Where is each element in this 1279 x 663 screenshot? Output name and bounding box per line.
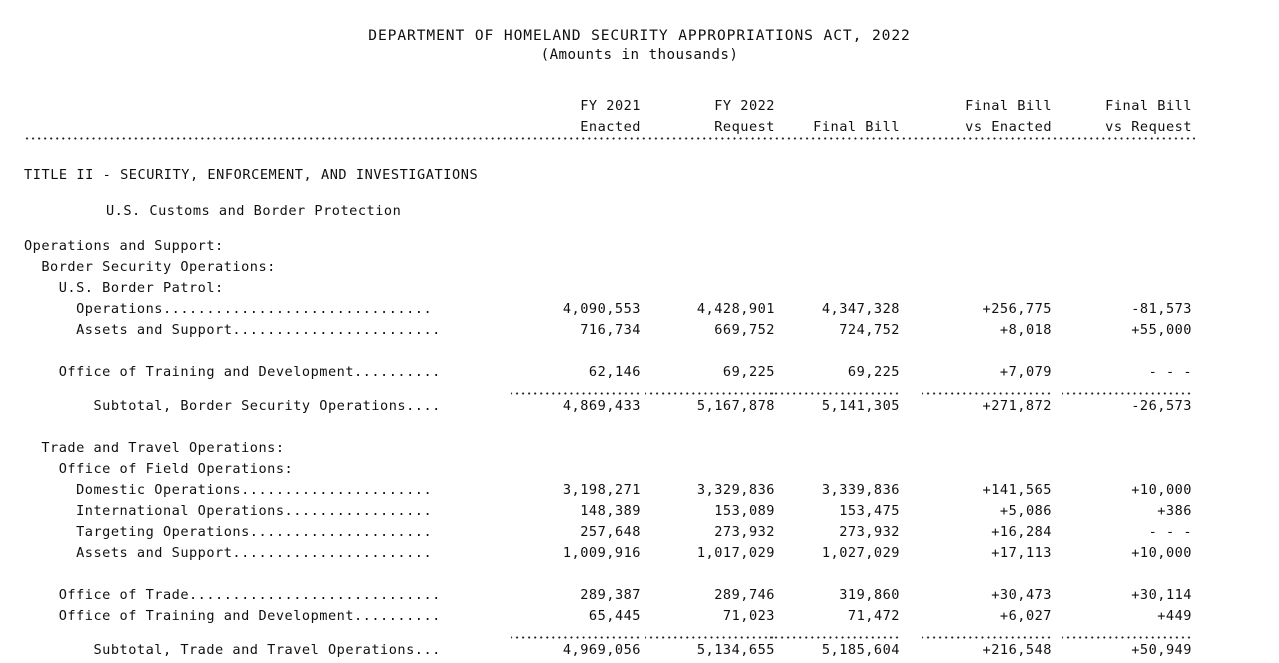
- subtotal-rule-segment: [511, 392, 641, 395]
- row-value-col1: 1,009,916: [562, 545, 641, 561]
- row-value-col2: 1,017,029: [696, 545, 775, 561]
- row-value-col4: +17,113: [991, 545, 1052, 561]
- table-row: [0, 301, 1279, 322]
- row-label: Border Security Operations:: [24, 259, 276, 275]
- row-value-col1: 289,387: [580, 587, 641, 603]
- row-value-col2: 273,932: [714, 524, 775, 540]
- subtotal-rule-segment: [922, 636, 1052, 639]
- table-row: [0, 642, 1279, 663]
- row-value-col2: 69,225: [722, 364, 775, 380]
- subtotal-rule-segment: [511, 636, 641, 639]
- title-block: [0, 0, 1279, 65]
- column-header-line1: Final Bill: [1105, 98, 1192, 114]
- table-row-heading: [0, 343, 1279, 364]
- subtotal-rule-segment: [922, 392, 1052, 395]
- row-label: Assets and Support........................: [24, 322, 441, 338]
- row-value-col1: 148,389: [580, 503, 641, 519]
- column-header-line1: FY 2021: [580, 98, 641, 114]
- row-value-col5: - - -: [1148, 364, 1192, 380]
- table-row: [0, 545, 1279, 566]
- row-value-col5: -26,573: [1131, 398, 1192, 414]
- subtotal-rule-segment: [770, 392, 900, 395]
- column-header-line1: FY 2022: [714, 98, 775, 114]
- row-value-col5: +30,114: [1131, 587, 1192, 603]
- header-rule: [24, 137, 1195, 140]
- row-label: Assets and Support.......................: [24, 545, 433, 561]
- row-value-col5: - - -: [1148, 524, 1192, 540]
- table-row: [0, 608, 1279, 629]
- row-value-col4: +6,027: [999, 608, 1052, 624]
- subtotal-rule-segment: [1062, 636, 1192, 639]
- row-label: Office of Field Operations:: [24, 461, 294, 477]
- row-value-col1: 3,198,271: [562, 482, 641, 498]
- row-value-col3: 4,347,328: [821, 301, 900, 317]
- column-header-line2: Request: [714, 119, 775, 135]
- row-label: U.S. Border Patrol:: [24, 280, 224, 296]
- table-row-heading: [0, 280, 1279, 301]
- row-value-col3: 319,860: [839, 587, 900, 603]
- row-label: Office of Training and Development..........: [24, 608, 441, 624]
- row-value-col4: +16,284: [991, 524, 1052, 540]
- table-row: [0, 587, 1279, 608]
- row-value-col5: +10,000: [1131, 545, 1192, 561]
- row-value-col2: 669,752: [714, 322, 775, 338]
- row-value-col2: 289,746: [714, 587, 775, 603]
- row-value-col1: 62,146: [588, 364, 641, 380]
- row-value-col1: 4,869,433: [562, 398, 641, 414]
- row-value-col3: 71,472: [847, 608, 900, 624]
- row-label: Office of Training and Development..........: [24, 364, 441, 380]
- table-row-heading: [0, 259, 1279, 280]
- column-header-line1: Final Bill: [965, 98, 1052, 114]
- row-value-col1: 716,734: [580, 322, 641, 338]
- row-value-col2: 5,134,655: [696, 642, 775, 658]
- row-value-col4: +216,548: [982, 642, 1052, 658]
- row-value-col2: 5,167,878: [696, 398, 775, 414]
- table-row: [0, 503, 1279, 524]
- row-value-col3: 153,475: [839, 503, 900, 519]
- row-value-col4: +7,079: [999, 364, 1052, 380]
- document-subtitle: (Amounts in thousands): [540, 47, 739, 63]
- row-label: Trade and Travel Operations:: [24, 440, 285, 456]
- row-value-col3: 69,225: [847, 364, 900, 380]
- table-row-heading: [0, 461, 1279, 482]
- row-value-col3: 724,752: [839, 322, 900, 338]
- row-label: Domestic Operations......................: [24, 482, 433, 498]
- row-value-col1: 257,648: [580, 524, 641, 540]
- table-row: [0, 398, 1279, 419]
- row-value-col5: +10,000: [1131, 482, 1192, 498]
- table-row: [0, 322, 1279, 343]
- column-header-5: [992, 96, 1192, 138]
- column-headers: [0, 96, 1279, 142]
- row-label: Operations...............................: [24, 301, 433, 317]
- row-value-col2: 3,329,836: [696, 482, 775, 498]
- row-value-col4: +30,473: [991, 587, 1052, 603]
- row-value-col3: 3,339,836: [821, 482, 900, 498]
- column-header-line2: vs Request: [1105, 119, 1192, 135]
- row-label: Operations and Support:: [24, 238, 224, 254]
- subtotal-rule-segment: [1062, 392, 1192, 395]
- row-value-col3: 1,027,029: [821, 545, 900, 561]
- subtotal-rule-segment: [645, 392, 775, 395]
- row-label: Targeting Operations.....................: [24, 524, 433, 540]
- row-value-col5: +55,000: [1131, 322, 1192, 338]
- row-value-col3: 273,932: [839, 524, 900, 540]
- row-value-col5: -81,573: [1131, 301, 1192, 317]
- row-value-col4: +256,775: [982, 301, 1052, 317]
- table-row-heading: [0, 440, 1279, 461]
- subtotal-rule-segment: [645, 636, 775, 639]
- row-value-col4: +141,565: [982, 482, 1052, 498]
- table-row-heading: [0, 566, 1279, 587]
- table-row-heading: [0, 419, 1279, 440]
- title-section-heading: TITLE II - SECURITY, ENFORCEMENT, AND INVESTIGATIONS: [24, 167, 479, 183]
- row-value-col5: +449: [1157, 608, 1192, 624]
- row-value-col3: 5,141,305: [821, 398, 900, 414]
- row-label: International Operations.................: [24, 503, 433, 519]
- table-row: [0, 364, 1279, 385]
- row-value-col2: 71,023: [722, 608, 775, 624]
- table-row-heading: [0, 238, 1279, 259]
- row-value-col1: 4,090,553: [562, 301, 641, 317]
- row-value-col3: 5,185,604: [821, 642, 900, 658]
- row-value-col1: 65,445: [588, 608, 641, 624]
- agency-heading: U.S. Customs and Border Protection: [106, 203, 402, 219]
- row-value-col1: 4,969,056: [562, 642, 641, 658]
- column-header-line2: vs Enacted: [965, 119, 1052, 135]
- row-label: Subtotal, Border Security Operations....: [24, 398, 441, 414]
- table-row: [0, 524, 1279, 545]
- row-label: Subtotal, Trade and Travel Operations...: [24, 642, 441, 658]
- row-value-col4: +5,086: [999, 503, 1052, 519]
- document-title: DEPARTMENT OF HOMELAND SECURITY APPROPRIATIONS ACT, 2022: [368, 27, 911, 44]
- row-value-col2: 4,428,901: [696, 301, 775, 317]
- row-value-col4: +271,872: [982, 398, 1052, 414]
- row-value-col4: +8,018: [999, 322, 1052, 338]
- row-value-col5: +50,949: [1131, 642, 1192, 658]
- row-label: Office of Trade.............................: [24, 587, 441, 603]
- column-header-line2: Enacted: [580, 119, 641, 135]
- subtotal-rule-segment: [770, 636, 900, 639]
- row-value-col2: 153,089: [714, 503, 775, 519]
- table-row: [0, 482, 1279, 503]
- row-value-col5: +386: [1157, 503, 1192, 519]
- column-header-line2: Final Bill: [813, 119, 900, 135]
